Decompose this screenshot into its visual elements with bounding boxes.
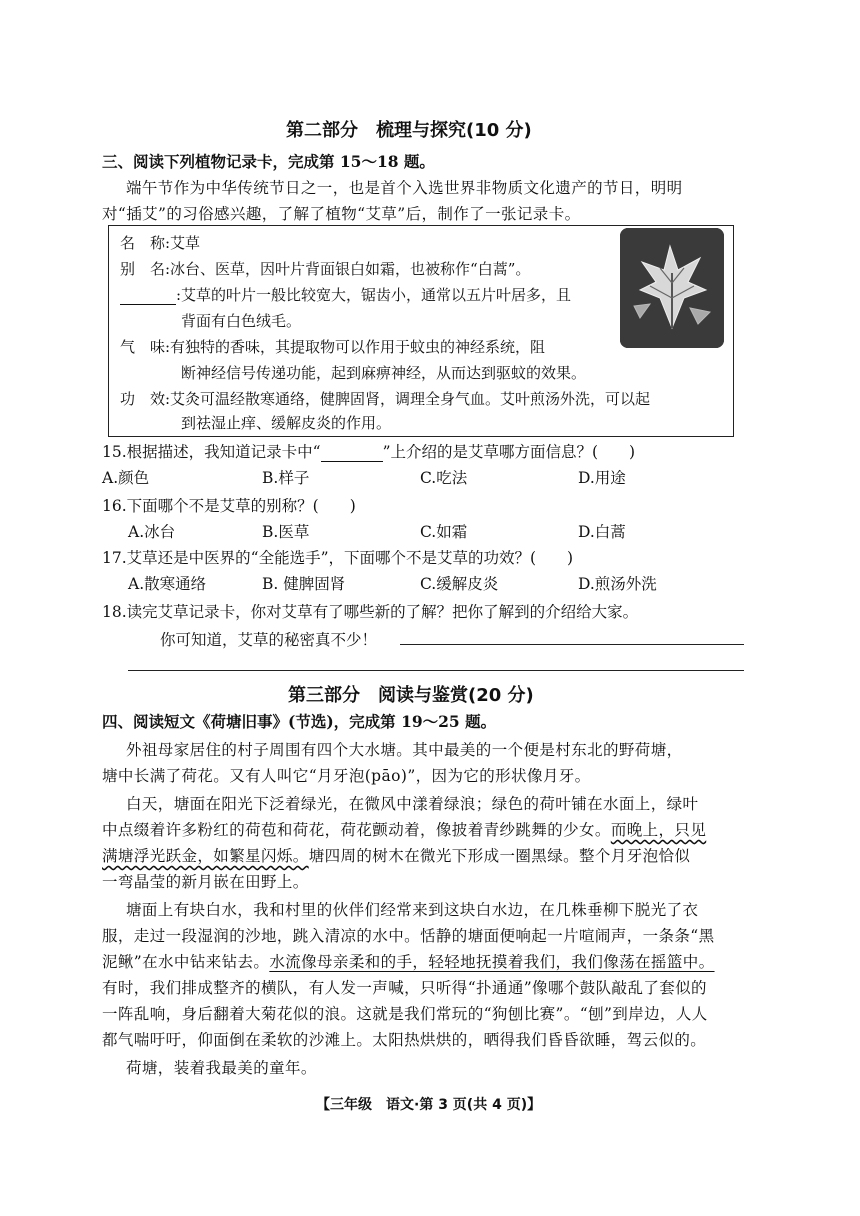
section3-heading: 三、阅读下列植物记录卡，完成第 15～18 题。: [102, 152, 435, 171]
p3-line-1: 塘面上有块白水，我和村里的伙伴们经常来到这块白水边，在几株垂柳下脱光了衣: [126, 901, 699, 919]
q15-stem-a: 15.根据描述，我知道记录卡中“: [102, 443, 321, 461]
q15-option-a: A.颜色: [102, 469, 150, 487]
card-row-alias: 别 名:冰台、医草，因叶片背面银白如霜，也被称作“白蒿”。: [120, 260, 531, 278]
p3-line-4: 有时，我们排成整齐的横队，有人发一声喊，只听得“扑通通”像哪个鼓队敲乱了套似的: [102, 979, 707, 997]
p3-line-3: [102, 950, 715, 972]
p2-line-2: [102, 818, 706, 840]
q16-stem: 16.下面哪个不是艾草的别称？( ): [102, 497, 356, 515]
card-row-appearance-text: :艾草的叶片一般比较宽大，锯齿小，通常以五片叶居多，且: [176, 286, 572, 304]
section4-heading: 四、阅读短文《荷塘旧事》(节选)，完成第 19～25 题。: [102, 712, 497, 731]
p2-line-4: 一弯晶莹的新月嵌在田野上。: [102, 873, 309, 891]
p2-line-3: [102, 844, 690, 866]
q16-option-d: D.白蒿: [578, 523, 626, 541]
q17-option-c: C.缓解皮炎: [420, 575, 499, 593]
q16-option-c: C.如霜: [420, 523, 468, 541]
q18-stem: 18.读完艾草记录卡，你对艾草有了哪些新的了解？把你了解到的介绍给大家。: [102, 603, 639, 621]
p2-line-2b: 而晚上，只见: [610, 821, 707, 839]
card-row-smell-2: 断神经信号传递功能，起到麻痹神经，从而达到驱蚊的效果。: [181, 364, 587, 382]
q18-answer-line-1: [400, 644, 744, 645]
part2-title: 第二部分 梳理与探究(10 分): [286, 120, 532, 141]
p2-line-2a: 中点缀着许多粉红的荷苞和荷花，荷花颤动着，像披着青纱跳舞的少女。: [102, 821, 611, 839]
p3-line-3b: 水流像母亲柔和的手，轻轻地抚摸着我们，我们像荡在摇篮中。: [269, 953, 715, 971]
p4-line-1: 荷塘，装着我最美的童年。: [126, 1059, 317, 1077]
q17-option-b: B. 健脾固肾: [262, 575, 346, 593]
mugwort-leaf-photo: [620, 228, 724, 348]
q15-option-d: D.用途: [578, 469, 626, 487]
intro-line-1: 端午节作为中华传统节日之一，也是首个入选世界非物质文化遗产的节日，明明: [126, 179, 683, 197]
q15-blank: [321, 443, 383, 462]
card-row-appearance-2: 背面有白色绒毛。: [181, 312, 302, 330]
p1-line-1: 外祖母家居住的村子周围有四个大水塘。其中最美的一个便是村东北的野荷塘，: [126, 741, 683, 759]
p3-line-5: 一阵乱响，身后翻着大菊花似的浪。这就是我们常玩的“狗刨比赛”。“刨”到岸边，人人: [102, 1005, 708, 1023]
p2-line-3b: 塘四周的树木在微光下形成一圈黑绿。整个月牙泡恰似: [308, 847, 691, 865]
card-row-effect-2: 到祛湿止痒、缓解皮炎的作用。: [181, 414, 392, 432]
p1-line-2: 塘中长满了荷花。又有人叫它“月牙泡(pāo)”，因为它的形状像月牙。: [102, 767, 591, 785]
q18-prompt: 你可知道，艾草的秘密真不少！: [160, 631, 378, 649]
card-row-name: 名 称:艾草: [120, 234, 201, 252]
q15-option-b: B.样子: [262, 469, 310, 487]
p3-line-3a: 泥鳅”在水中钻来钻去。: [102, 953, 270, 971]
p2-line-3a: 满塘浮光跃金，如繁星闪烁。: [102, 847, 309, 865]
q16-option-a: A.冰台: [128, 523, 176, 541]
q17-option-a: A.散寒通络: [128, 575, 207, 593]
q18-answer-line-2: [128, 670, 744, 671]
q15-option-c: C.吃法: [420, 469, 468, 487]
part3-title: 第三部分 阅读与鉴赏(20 分): [288, 685, 534, 706]
intro-line-2: 对“插艾”的习俗感兴趣，了解了植物“艾草”后，制作了一张记录卡。: [102, 205, 581, 223]
q16-option-b: B.医草: [262, 523, 310, 541]
q15-stem-b: ”上介绍的是艾草哪方面信息？( ): [382, 443, 636, 461]
card-row-effect: 功 效:艾灸可温经散寒通络，健脾固肾，调理全身气血。艾叶煎汤外洗，可以起: [120, 390, 651, 408]
page-footer: 【三年级 语文·第 3 页(共 4 页)】: [316, 1097, 542, 1113]
p3-line-2: 服，走过一段湿润的沙地，跳入清凉的水中。恬静的塘面便响起一片喧闹声，一条条“黑: [102, 927, 715, 945]
leaf-icon: [620, 228, 724, 348]
card-row-appearance: [120, 284, 571, 305]
card-blank-label: [120, 286, 176, 305]
q17-stem: 17.艾草还是中医界的“全能选手”，下面哪个不是艾草的功效？( ): [102, 549, 574, 567]
card-row-smell: 气 味:有独特的香味，其提取物可以作用于蚊虫的神经系统，阻: [120, 338, 546, 356]
q15-stem: [102, 440, 635, 462]
p2-line-1: 白天，塘面在阳光下泛着绿光，在微风中漾着绿浪；绿色的荷叶铺在水面上，绿叶: [126, 795, 699, 813]
p3-line-6: 都气喘吁吁，仰面倒在柔软的沙滩上。太阳热烘烘的，晒得我们昏昏欲睡，驾云似的。: [102, 1031, 707, 1049]
q17-option-d: D.煎汤外洗: [578, 575, 657, 593]
